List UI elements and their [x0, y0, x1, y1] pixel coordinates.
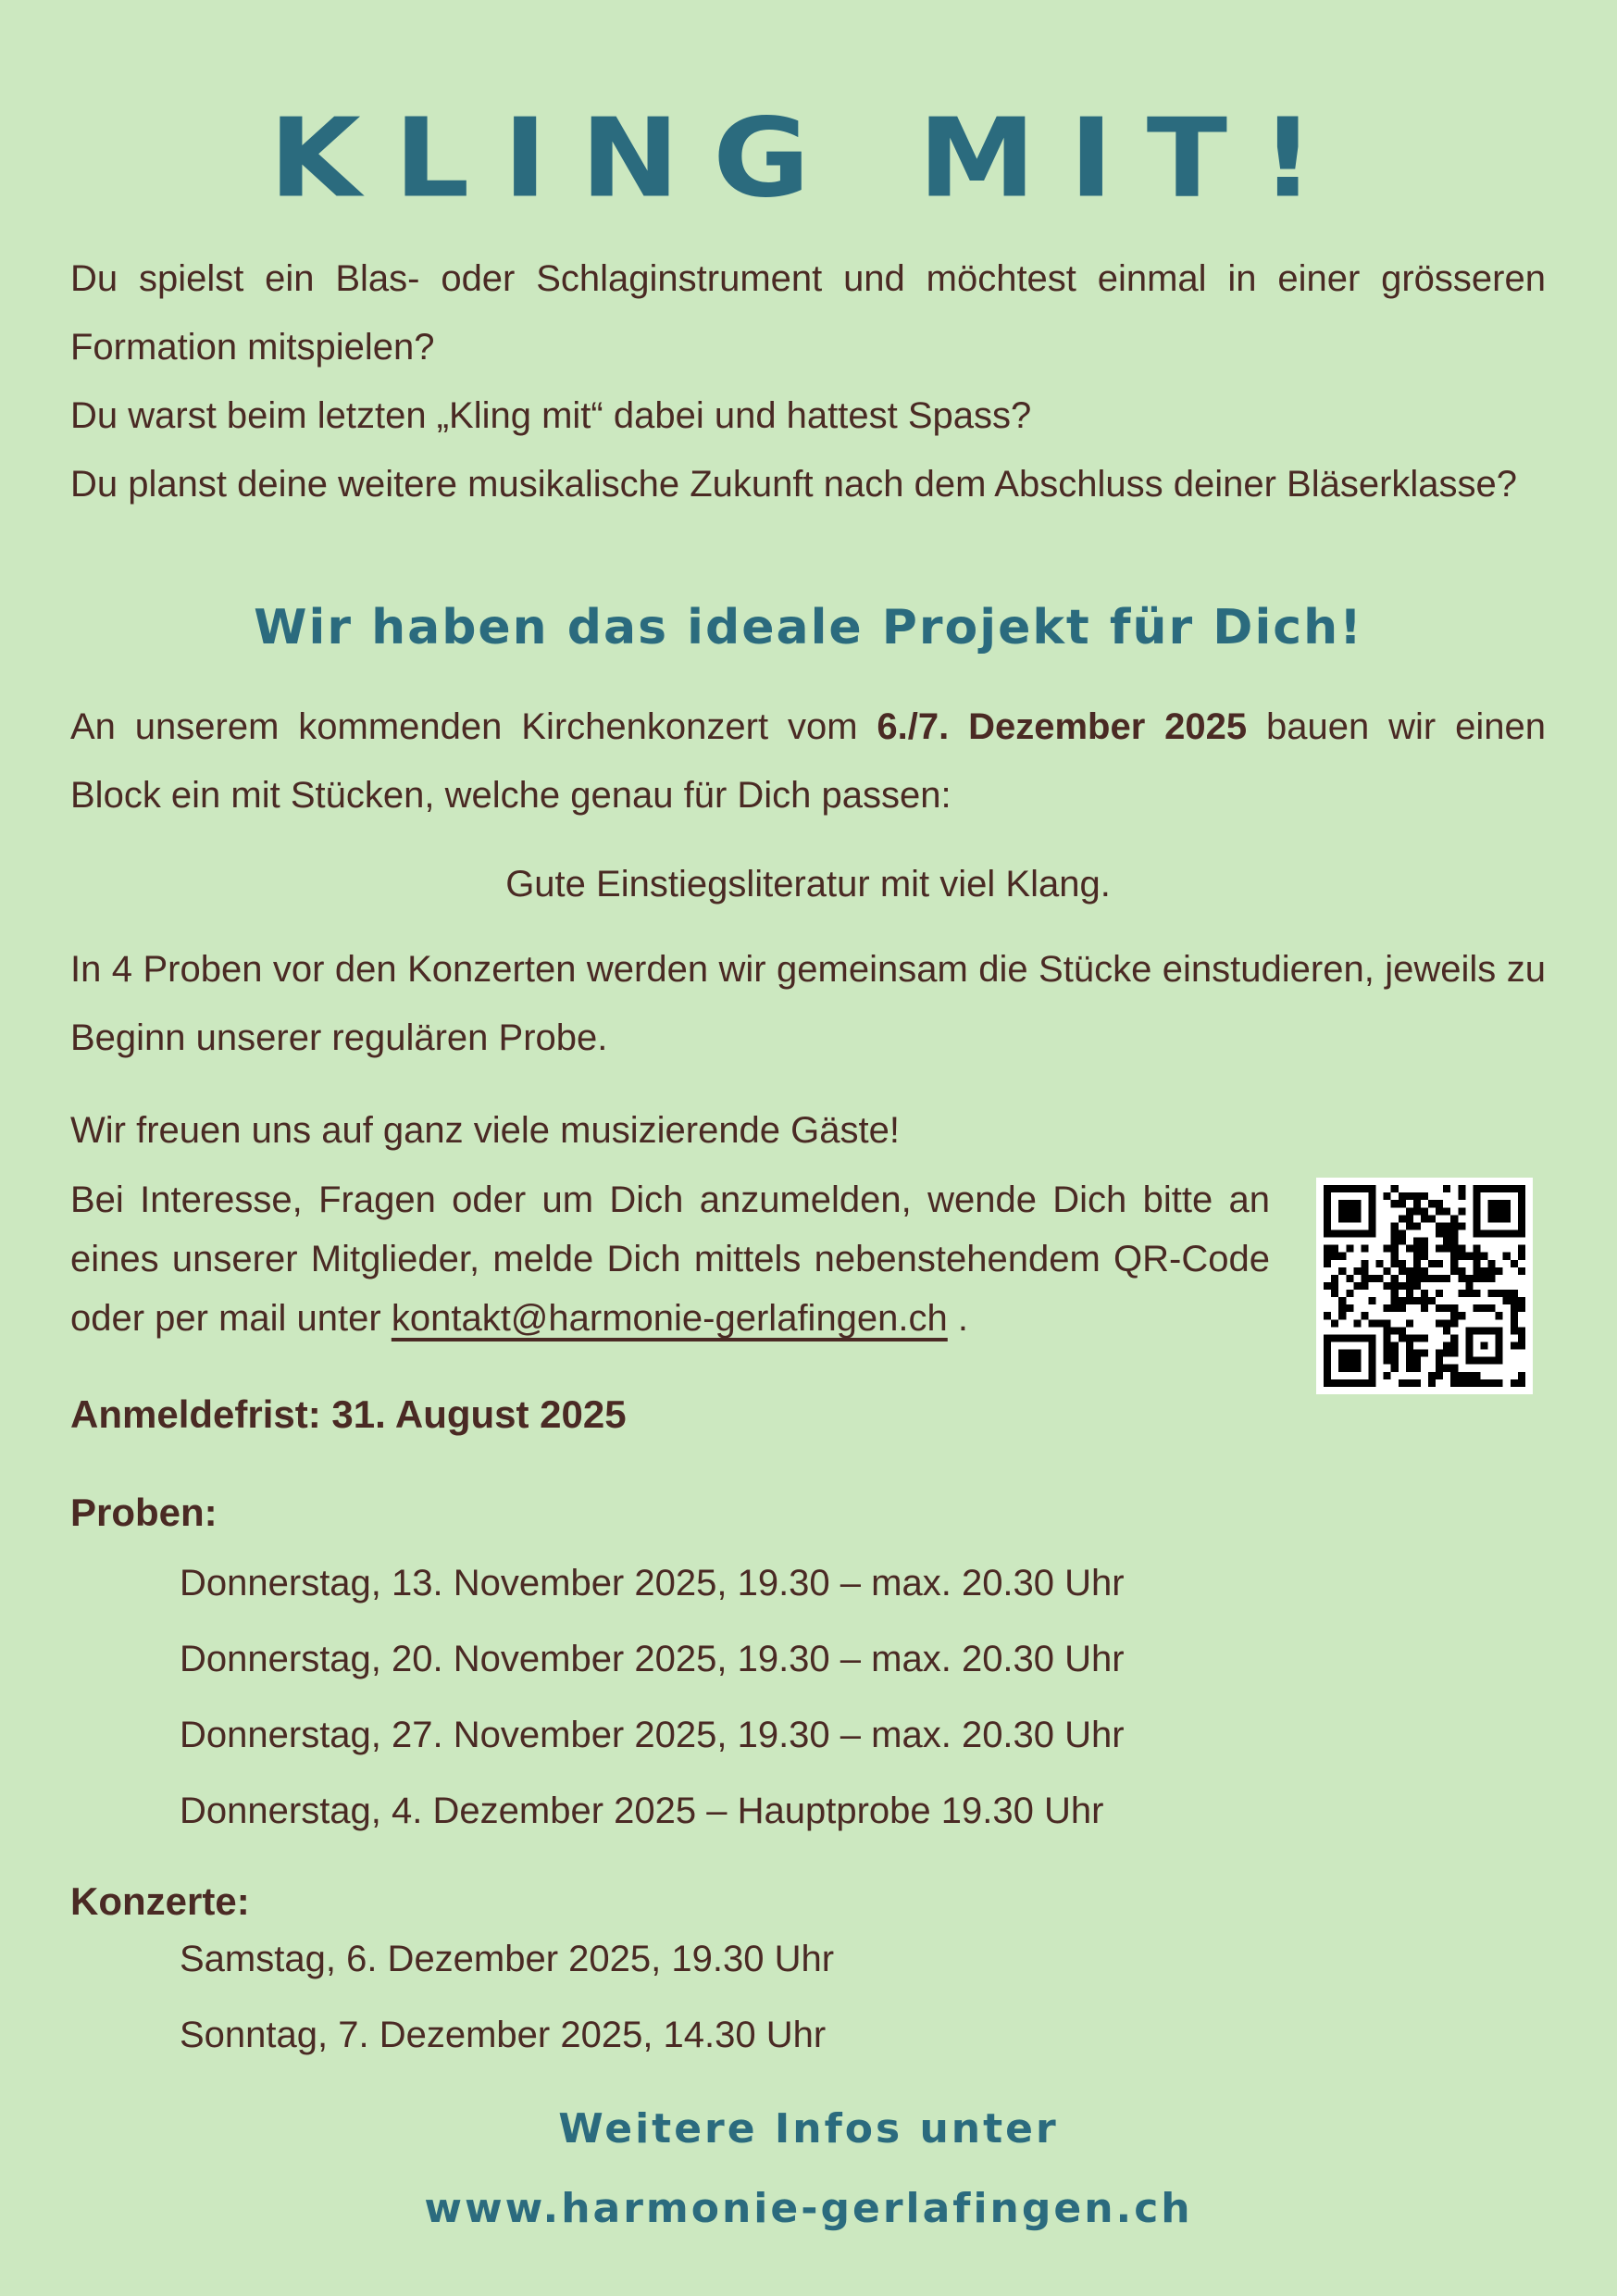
intro-line-3: Du planst deine weitere musikalische Zukunft nach dem Abschluss deiner Bläserklasse?: [70, 464, 1518, 505]
concert-info-text-before: An unserem kommenden Kirchenkonzert vom: [70, 706, 877, 747]
concerts-label: Konzerte:: [70, 1879, 250, 1923]
contact-text-after: .: [947, 1298, 969, 1339]
concert-info: [70, 693, 1546, 830]
contact-text: [70, 1170, 1270, 1348]
concert-info-text-after: bauen wir einen Block ein mit Stücken, welche genau für Dich passen:: [70, 706, 1546, 816]
rehearsal-item: Donnerstag, 27. November 2025, 19.30 – max. 20.30 Uhr: [180, 1715, 1125, 1755]
rehearsal-item: Donnerstag, 13. November 2025, 19.30 – max. 20.30 Uhr: [180, 1563, 1125, 1603]
rehearsals-label: Proben:: [70, 1491, 218, 1534]
contact-email-link[interactable]: kontakt@harmonie-gerlafingen.ch: [391, 1298, 948, 1339]
page-title: KLING MIT!: [268, 94, 1349, 223]
rehearsal-item: Donnerstag, 4. Dezember 2025 – Hauptprobe 19.30 Uhr: [180, 1791, 1104, 1831]
rehearsal-item: Donnerstag, 20. November 2025, 19.30 – max. 20.30 Uhr: [180, 1639, 1125, 1679]
welcome-text: Wir freuen uns auf ganz viele musizierende Gäste!: [70, 1110, 900, 1151]
footer-website-link[interactable]: www.harmonie-gerlafingen.ch: [424, 2185, 1193, 2232]
rehearsal-info: In 4 Proben vor den Konzerten werden wir gemeinsam die Stücke einstudieren, jeweils zu Beginn unserer regulären Probe.: [70, 949, 1546, 1058]
intro-line-2: Du warst beim letzten „Kling mit“ dabei und hattest Spass?: [70, 395, 1032, 436]
concert-date: 6./7. Dezember 2025: [877, 706, 1248, 747]
headline: Wir haben das ideale Projekt für Dich!: [254, 600, 1363, 655]
footer-info-label: Weitere Infos unter: [558, 2105, 1059, 2152]
qr-code-icon[interactable]: [1316, 1178, 1533, 1394]
registration-deadline: Anmeldefrist: 31. August 2025: [70, 1392, 627, 1436]
literature-note: Gute Einstiegsliteratur mit viel Klang.: [505, 864, 1111, 905]
concert-item: Samstag, 6. Dezember 2025, 19.30 Uhr: [180, 1939, 835, 1979]
contact-text-before: Bei Interesse, Fragen oder um Dich anzumelden, wende Dich bitte an eines unserer Mitglieder, melde Dich mittels nebenstehendem QR-Code oder per mail unter: [70, 1179, 1270, 1339]
concert-item: Sonntag, 7. Dezember 2025, 14.30 Uhr: [180, 2015, 827, 2055]
intro-line-1: Du spielst ein Blas- oder Schlaginstrument und möchtest einmal in einer grösseren Formation mitspielen?: [70, 258, 1546, 368]
